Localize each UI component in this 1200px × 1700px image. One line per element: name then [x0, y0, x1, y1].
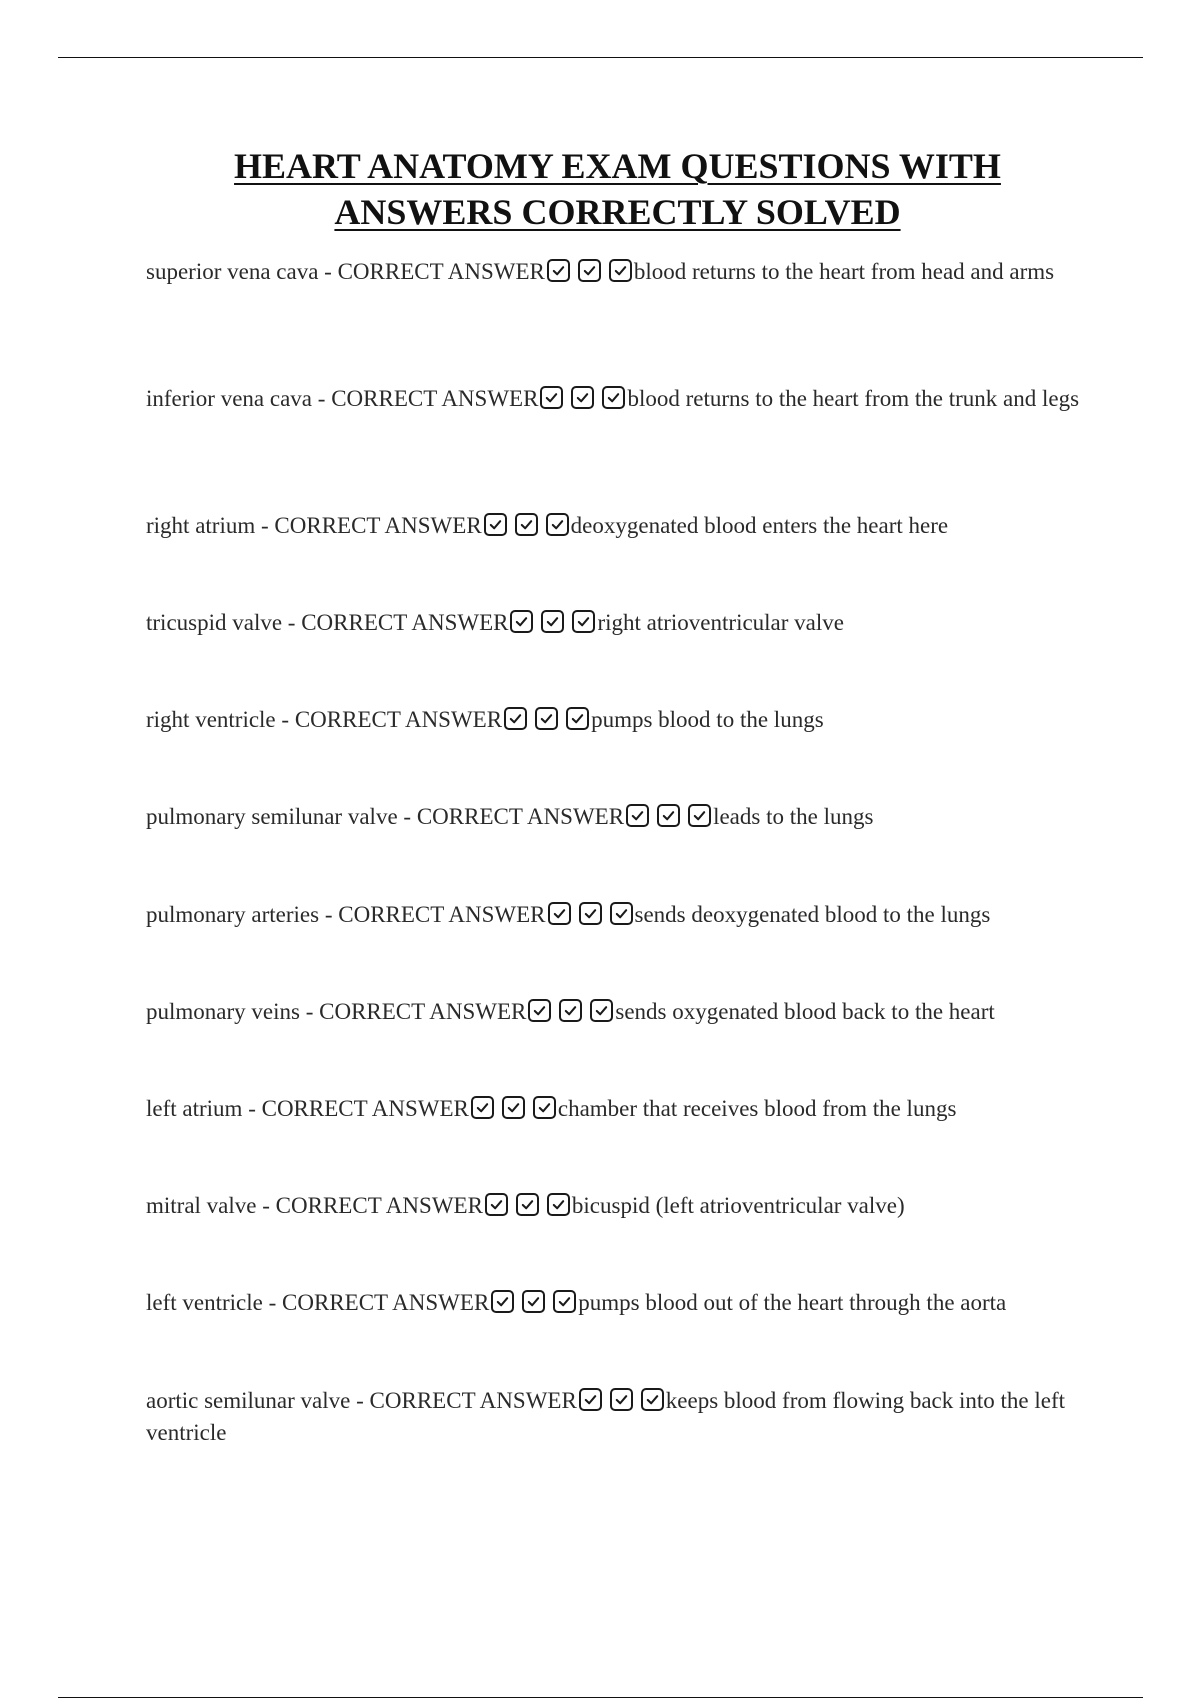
checkbox-checked-icon [541, 610, 564, 633]
qa-term: inferior vena cava [146, 386, 313, 411]
qa-item [146, 1190, 1086, 1222]
qa-separator: - [397, 804, 417, 829]
bottom-divider [58, 1697, 1143, 1698]
qa-item [146, 256, 1086, 288]
check-marks [491, 1290, 576, 1313]
checkbox-checked-icon [590, 999, 613, 1022]
checkbox-checked-icon [540, 386, 563, 409]
check-marks [626, 804, 711, 827]
qa-item [146, 1385, 1086, 1449]
checkbox-checked-icon [610, 1388, 633, 1411]
correct-answer-label: CORRECT ANSWER [331, 386, 539, 411]
qa-separator: - [319, 902, 339, 927]
checkbox-checked-icon [548, 902, 571, 925]
qa-item [146, 383, 1086, 415]
checkbox-checked-icon [566, 707, 589, 730]
checkbox-checked-icon [491, 1290, 514, 1313]
qa-term: right atrium [146, 513, 256, 538]
checkbox-checked-icon [571, 386, 594, 409]
checkbox-checked-icon [579, 1388, 602, 1411]
checkbox-checked-icon [547, 1193, 570, 1216]
checkbox-checked-icon [471, 1096, 494, 1119]
qa-answer: pumps blood to the lungs [591, 707, 824, 732]
qa-answer: pumps blood out of the heart through the aorta [578, 1290, 1007, 1315]
checkbox-checked-icon [553, 1290, 576, 1313]
checkbox-checked-icon [547, 259, 570, 282]
qa-separator: - [256, 1193, 276, 1218]
qa-item [146, 1287, 1086, 1319]
qa-answer: bicuspid (left atrioventricular valve) [571, 1193, 905, 1218]
check-marks [579, 1388, 664, 1411]
qa-answer: leads to the lungs [713, 804, 874, 829]
checkbox-checked-icon [485, 1193, 508, 1216]
correct-answer-label: CORRECT ANSWER [274, 513, 482, 538]
checkbox-checked-icon [657, 804, 680, 827]
qa-term: right ventricle [146, 707, 276, 732]
correct-answer-label: CORRECT ANSWER [294, 707, 503, 732]
check-marks [485, 1193, 570, 1216]
qa-item [146, 801, 1086, 833]
checkbox-checked-icon [610, 902, 633, 925]
correct-answer-label: CORRECT ANSWER [319, 999, 527, 1024]
qa-item [146, 510, 1086, 542]
checkbox-checked-icon [535, 707, 558, 730]
qa-answer: chamber that receives blood from the lungs [557, 1096, 957, 1121]
qa-term: pulmonary veins [146, 999, 300, 1024]
correct-answer-label: CORRECT ANSWER [282, 1290, 490, 1315]
correct-answer-label: CORRECT ANSWER [416, 804, 625, 829]
checkbox-checked-icon [546, 513, 569, 536]
qa-answer: keeps blood from flowing back into the left ventricle [146, 1388, 1066, 1445]
top-divider [58, 57, 1143, 58]
qa-answer: deoxygenated blood enters the heart here [570, 513, 949, 538]
checkbox-checked-icon [504, 707, 527, 730]
qa-term: superior vena cava [146, 259, 319, 284]
qa-separator: - [318, 259, 338, 284]
checkbox-checked-icon [579, 902, 602, 925]
checkbox-checked-icon [510, 610, 533, 633]
check-marks [504, 707, 589, 730]
checkbox-checked-icon [559, 999, 582, 1022]
qa-separator: - [350, 1388, 370, 1413]
correct-answer-label: CORRECT ANSWER [369, 1388, 577, 1413]
correct-answer-label: CORRECT ANSWER [261, 1096, 469, 1121]
qa-separator: - [299, 999, 320, 1024]
correct-answer-label: CORRECT ANSWER [338, 902, 546, 927]
qa-separator: - [312, 386, 332, 411]
check-marks [471, 1096, 556, 1119]
checkbox-checked-icon [602, 386, 625, 409]
title-line-1: HEART ANATOMY EXAM QUESTIONS WITH [234, 146, 1001, 186]
qa-term: left atrium [146, 1096, 243, 1121]
qa-item [146, 899, 1086, 931]
qa-term: pulmonary arteries [146, 902, 320, 927]
qa-separator: - [282, 610, 302, 635]
qa-item [146, 607, 1086, 639]
checkbox-checked-icon [572, 610, 595, 633]
qa-separator: - [242, 1096, 262, 1121]
check-marks [510, 610, 595, 633]
qa-separator: - [262, 1290, 283, 1315]
checkbox-checked-icon [502, 1096, 525, 1119]
qa-answer: sends deoxygenated blood to the lungs [634, 902, 991, 927]
correct-answer-label: CORRECT ANSWER [301, 610, 509, 635]
checkbox-checked-icon [528, 999, 551, 1022]
checkbox-checked-icon [533, 1096, 556, 1119]
correct-answer-label: CORRECT ANSWER [275, 1193, 483, 1218]
check-marks [547, 259, 632, 282]
check-marks [540, 386, 625, 409]
checkbox-checked-icon [484, 513, 507, 536]
qa-separator: - [275, 707, 295, 732]
qa-term: tricuspid valve [146, 610, 283, 635]
checkbox-checked-icon [641, 1388, 664, 1411]
checkbox-checked-icon [626, 804, 649, 827]
qa-term: aortic semilunar valve [146, 1388, 351, 1413]
title-line-2: ANSWERS CORRECTLY SOLVED [334, 192, 901, 232]
checkbox-checked-icon [688, 804, 711, 827]
check-marks [484, 513, 569, 536]
qa-term: pulmonary semilunar valve [146, 804, 398, 829]
qa-separator: - [255, 513, 275, 538]
checkbox-checked-icon [516, 1193, 539, 1216]
correct-answer-label: CORRECT ANSWER [337, 259, 545, 284]
checkbox-checked-icon [515, 513, 538, 536]
document-title [120, 143, 1115, 235]
checkbox-checked-icon [522, 1290, 545, 1313]
qa-item [146, 704, 1086, 736]
qa-answer: blood returns to the heart from the trunk and legs [627, 386, 1080, 411]
check-marks [528, 999, 613, 1022]
qa-term: mitral valve [146, 1193, 257, 1218]
qa-term: left ventricle [146, 1290, 263, 1315]
qa-answer: sends oxygenated blood back to the heart [615, 999, 995, 1024]
qa-item [146, 996, 1086, 1028]
check-marks [548, 902, 633, 925]
checkbox-checked-icon [609, 259, 632, 282]
qa-answer: right atrioventricular valve [597, 610, 844, 635]
qa-item [146, 1093, 1086, 1125]
qa-answer: blood returns to the heart from head and arms [633, 259, 1055, 284]
checkbox-checked-icon [578, 259, 601, 282]
